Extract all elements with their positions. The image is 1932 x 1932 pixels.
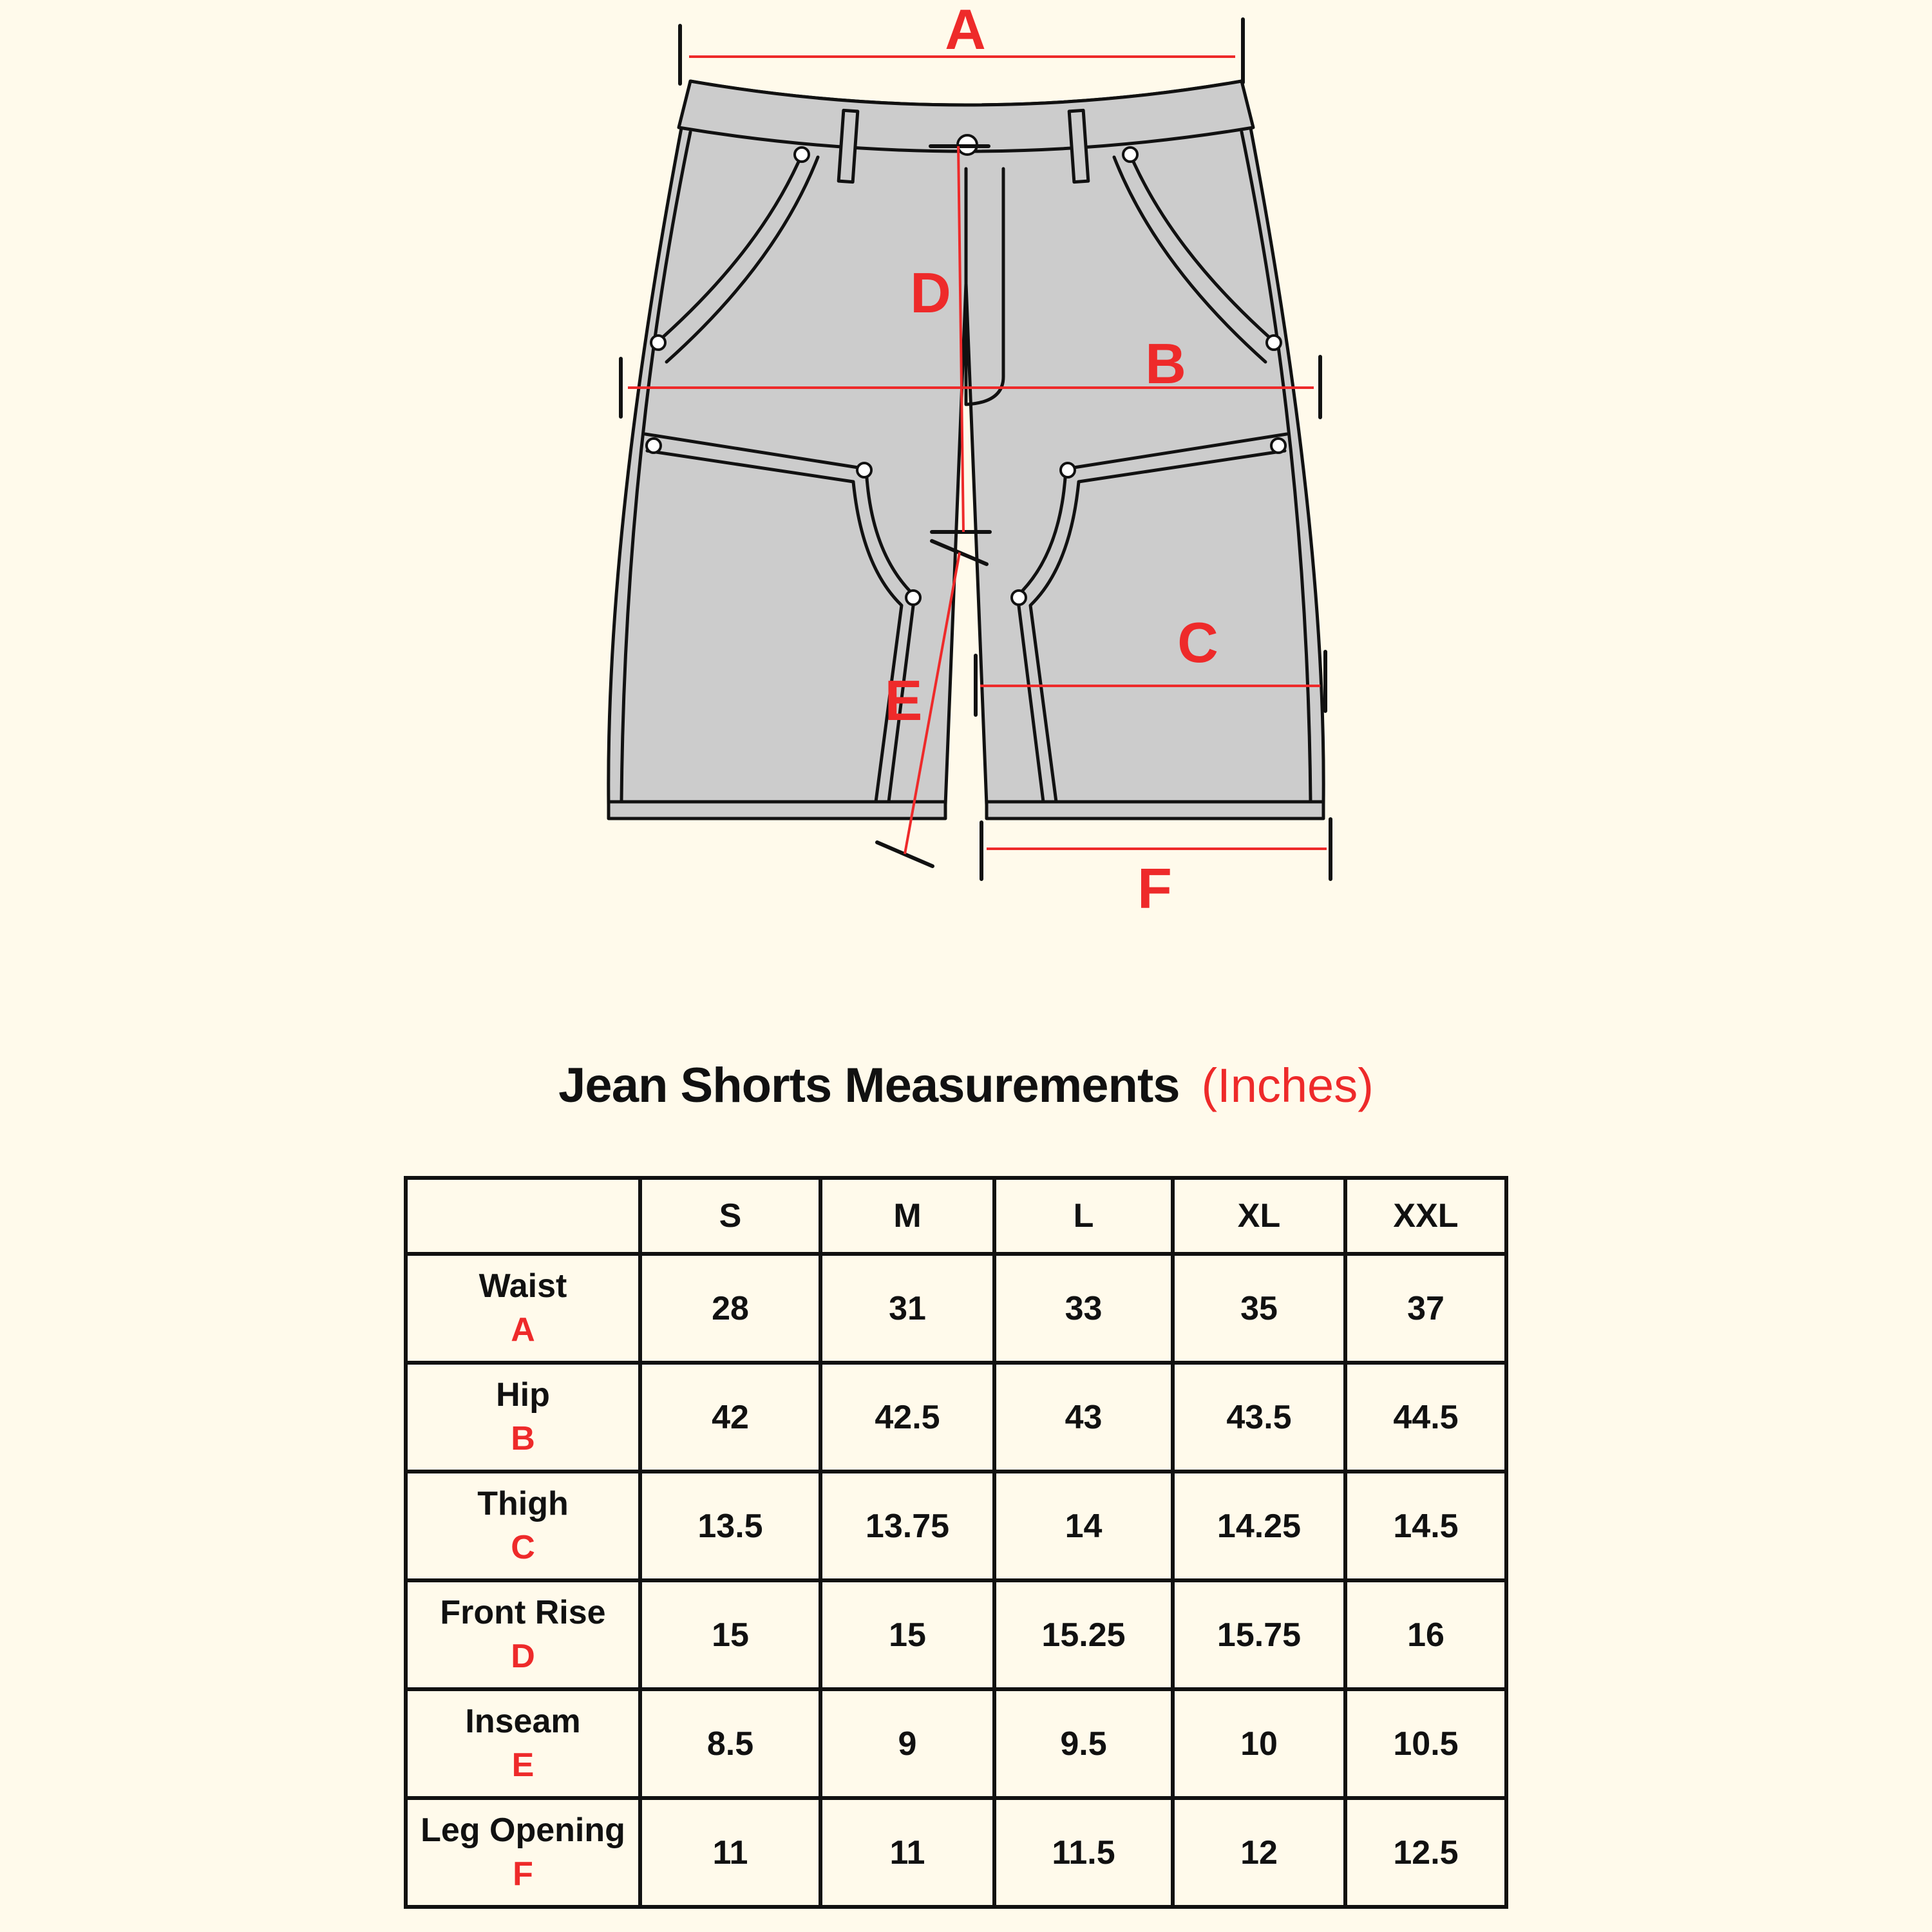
table-cell: 11 — [640, 1798, 820, 1907]
chart-heading — [0, 1046, 1932, 1124]
measurement-letter: B — [511, 1419, 535, 1457]
rivet — [906, 591, 920, 605]
table-cell: 33 — [994, 1254, 1173, 1363]
table-cell: 16 — [1345, 1580, 1506, 1689]
label-f: F — [1137, 857, 1172, 920]
header-size-s: S — [640, 1178, 820, 1254]
table-row — [406, 1798, 1506, 1907]
table-cell: 9.5 — [994, 1689, 1173, 1798]
table-cell: 14.25 — [1173, 1472, 1345, 1580]
measurement-letter: A — [511, 1311, 535, 1349]
measurement-name: Inseam — [465, 1702, 581, 1740]
table-cell: 15 — [820, 1580, 994, 1689]
table-cell: 9 — [820, 1689, 994, 1798]
header-size-m: M — [820, 1178, 994, 1254]
rivet — [1012, 591, 1026, 605]
row-label — [406, 1689, 640, 1798]
table-cell: 11.5 — [994, 1798, 1173, 1907]
table-cell: 13.5 — [640, 1472, 820, 1580]
measurement-name: Front Rise — [440, 1593, 606, 1631]
table-row — [406, 1472, 1506, 1580]
table-cell: 43 — [994, 1363, 1173, 1472]
label-c: C — [1177, 611, 1218, 674]
table-cell: 44.5 — [1345, 1363, 1506, 1472]
shorts-illustration — [609, 81, 1323, 819]
table-row — [406, 1689, 1506, 1798]
table-cell: 43.5 — [1173, 1363, 1345, 1472]
measurement-letter: D — [511, 1637, 535, 1675]
header-row — [406, 1178, 1506, 1254]
rivet — [1267, 336, 1281, 350]
measurement-name: Leg Opening — [421, 1811, 625, 1849]
measurement-name: Waist — [478, 1267, 567, 1305]
header-size-xxl: XXL — [1345, 1178, 1506, 1254]
row-label — [406, 1798, 640, 1907]
table-cell: 13.75 — [820, 1472, 994, 1580]
label-e: E — [884, 668, 923, 732]
header-size-xl: XL — [1173, 1178, 1345, 1254]
table-cell: 11 — [820, 1798, 994, 1907]
label-a: A — [945, 0, 986, 61]
page-title: Jean Shorts Measurements — [558, 1057, 1180, 1113]
table-cell: 15.25 — [994, 1580, 1173, 1689]
row-label — [406, 1472, 640, 1580]
tick-e-bottom — [877, 842, 933, 866]
table-cell: 12 — [1173, 1798, 1345, 1907]
rivet — [1061, 463, 1075, 477]
row-label — [406, 1580, 640, 1689]
table-cell: 37 — [1345, 1254, 1506, 1363]
belt-loop-left — [838, 110, 858, 182]
table-cell: 8.5 — [640, 1689, 820, 1798]
label-d: D — [910, 261, 951, 325]
table-cell: 15 — [640, 1580, 820, 1689]
table-cell: 35 — [1173, 1254, 1345, 1363]
measurement-letter: F — [513, 1855, 533, 1893]
size-chart-table — [404, 1176, 1508, 1909]
unit-label: (Inches) — [1201, 1058, 1374, 1112]
right-hem — [987, 802, 1323, 819]
rivet — [1271, 439, 1285, 453]
header-empty-cell — [406, 1178, 640, 1254]
measurement-name: Hip — [496, 1376, 550, 1414]
row-label — [406, 1254, 640, 1363]
label-b: B — [1145, 332, 1186, 395]
table-cell: 14.5 — [1345, 1472, 1506, 1580]
table-cell: 15.75 — [1173, 1580, 1345, 1689]
measurement-name: Thigh — [477, 1484, 569, 1522]
header-size-l: L — [994, 1178, 1173, 1254]
table-cell: 10.5 — [1345, 1689, 1506, 1798]
belt-loop-right — [1069, 110, 1088, 182]
table-cell: 31 — [820, 1254, 994, 1363]
table-cell: 42.5 — [820, 1363, 994, 1472]
measurement-letter: E — [511, 1746, 535, 1784]
rivet — [1123, 147, 1137, 162]
row-label — [406, 1363, 640, 1472]
table-row — [406, 1580, 1506, 1689]
rivet — [795, 147, 809, 162]
measurement-letter: C — [511, 1528, 535, 1566]
rivet — [857, 463, 871, 477]
rivet — [647, 439, 661, 453]
table-row — [406, 1254, 1506, 1363]
table-cell: 14 — [994, 1472, 1173, 1580]
table-cell: 28 — [640, 1254, 820, 1363]
table-cell: 10 — [1173, 1689, 1345, 1798]
table-cell: 12.5 — [1345, 1798, 1506, 1907]
table-row — [406, 1363, 1506, 1472]
rivet — [651, 336, 665, 350]
left-hem — [609, 802, 945, 819]
table-cell: 42 — [640, 1363, 820, 1472]
